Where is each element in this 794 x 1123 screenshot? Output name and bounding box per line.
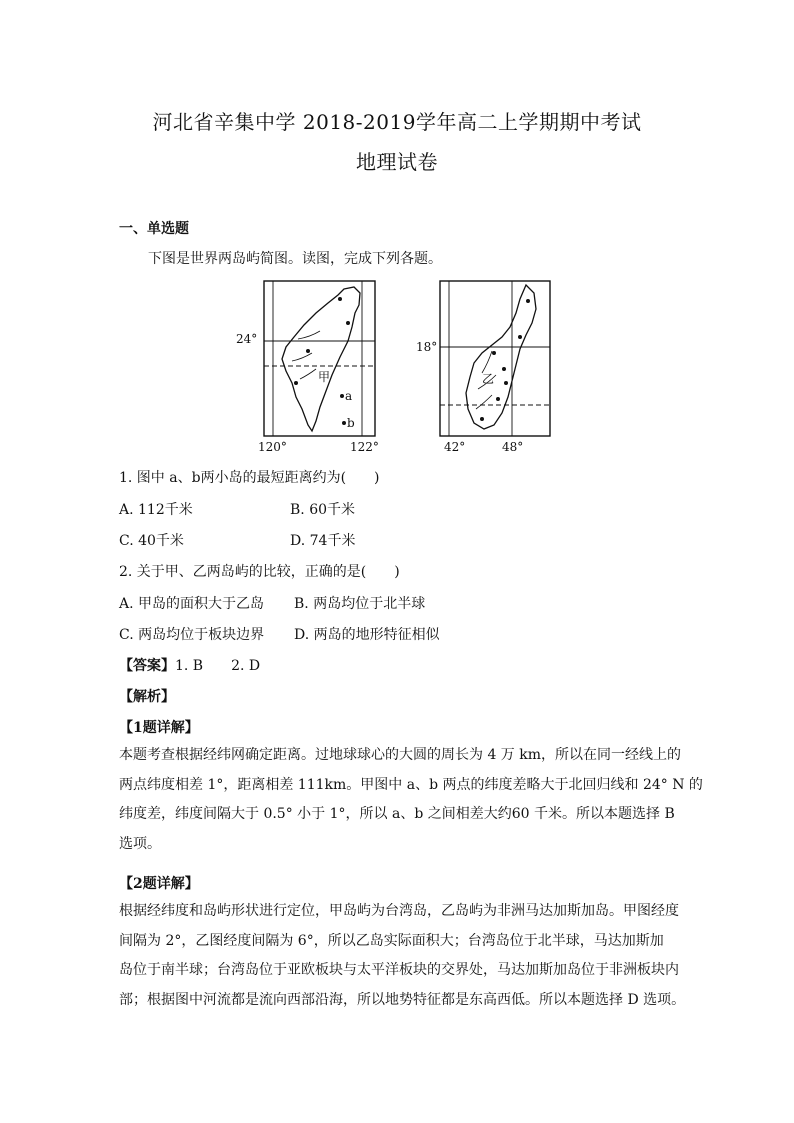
- point-b-dot: [342, 421, 346, 425]
- analysis-q2-label: 【2题详解】: [119, 876, 199, 892]
- map-left-lon-label-1: 120°: [258, 440, 287, 454]
- map-left-lat-label: 24°: [236, 332, 258, 346]
- analysis-q2-line: 根据经纬度和岛屿形状进行定位，甲岛屿为台湾岛，乙岛屿为非洲马达加斯加岛。甲图经度: [119, 903, 679, 919]
- question-2-option-a: A. 甲岛的面积大于乙岛: [119, 596, 265, 612]
- point-a-dot: [340, 394, 344, 398]
- map-left-point-a: a: [345, 389, 353, 403]
- analysis-q1-line: 选项。: [119, 835, 161, 852]
- answer-label: 【答案】: [119, 658, 175, 674]
- map-left: [236, 281, 379, 454]
- map-right-place-label: 乙: [482, 372, 495, 386]
- question-1-option-c: C. 40千米: [119, 533, 184, 549]
- question-1-option-b: B. 60千米: [290, 502, 356, 518]
- analysis-q2-line: 岛位于南半球；台湾岛位于亚欧板块与太平洋板块的交界处，马达加斯加岛位于非洲板块内: [119, 962, 679, 978]
- analysis-q2-line: 部；根据图中河流都是流向西部沿海，所以地势特征都是东高西低。所以本题选择 D 选项。: [119, 991, 686, 1008]
- question-2-option-d: D. 两岛的地形特征相似: [294, 627, 440, 643]
- analysis-label: 【解析】: [119, 689, 175, 705]
- analysis-q1-label: 【1题详解】: [119, 720, 199, 736]
- question-1-stem: 1. 图中 a、b两小岛的最短距离约为( ): [119, 470, 380, 486]
- answer-value: 1. B 2. D: [175, 658, 261, 674]
- question-2-option-c: C. 两岛均位于板块边界: [119, 627, 265, 643]
- question-1-option-d: D. 74千米: [290, 533, 356, 549]
- question-2-option-b: B. 两岛均位于北半球: [294, 596, 426, 612]
- analysis-q2-line: 间隔为 2°，乙图经度间隔为 6°，所以乙岛实际面积大；台湾岛位于北半球，马达加斯加: [119, 932, 664, 949]
- map-right-lon-label-2: 48°: [502, 440, 524, 454]
- question-1-option-a: A. 112千米: [119, 502, 193, 518]
- island-right-outline: [466, 285, 536, 429]
- island-left-outline: [282, 287, 360, 431]
- analysis-q1-line: 纬度差，纬度间隔大于 0.5° 小于 1°，所以 a、b 之间相差大约60 千米。所以本题选择 B: [119, 806, 675, 822]
- section-intro: 下图是世界两岛屿简图。读图，完成下列各题。: [148, 251, 442, 267]
- map-left-place-label: 甲: [318, 370, 331, 384]
- question-2-stem: 2. 关于甲、乙两岛屿的比较，正确的是( ): [119, 564, 400, 580]
- analysis-q1-line: 两点纬度相差 1°，距离相差 111km。甲图中 a、b 两点的纬度差略大于北回归线和 24° N 的: [119, 776, 703, 793]
- island-maps-figure: [236, 279, 556, 455]
- map-left-lon-label-2: 122°: [350, 440, 379, 454]
- map-right: [416, 281, 550, 454]
- map-right-lon-label-1: 42°: [444, 440, 466, 454]
- map-left-point-b: b: [347, 416, 355, 430]
- analysis-q1-body: [119, 741, 703, 859]
- answer-line: [119, 655, 260, 675]
- island-maps-svg: [236, 279, 556, 455]
- analysis-q1-line: 本题考查根据经纬网确定距离。过地球球心的大圆的周长为 4 万 km，所以在同一经线上的: [119, 747, 682, 763]
- section-heading: 一、单选题: [119, 221, 189, 237]
- analysis-q2-body: [119, 897, 686, 1015]
- document-subtitle: 地理试卷: [356, 150, 438, 174]
- document-title: 河北省辛集中学 2018-2019学年高二上学期期中考试: [152, 110, 642, 134]
- map-right-lat-label: 18°: [416, 340, 438, 354]
